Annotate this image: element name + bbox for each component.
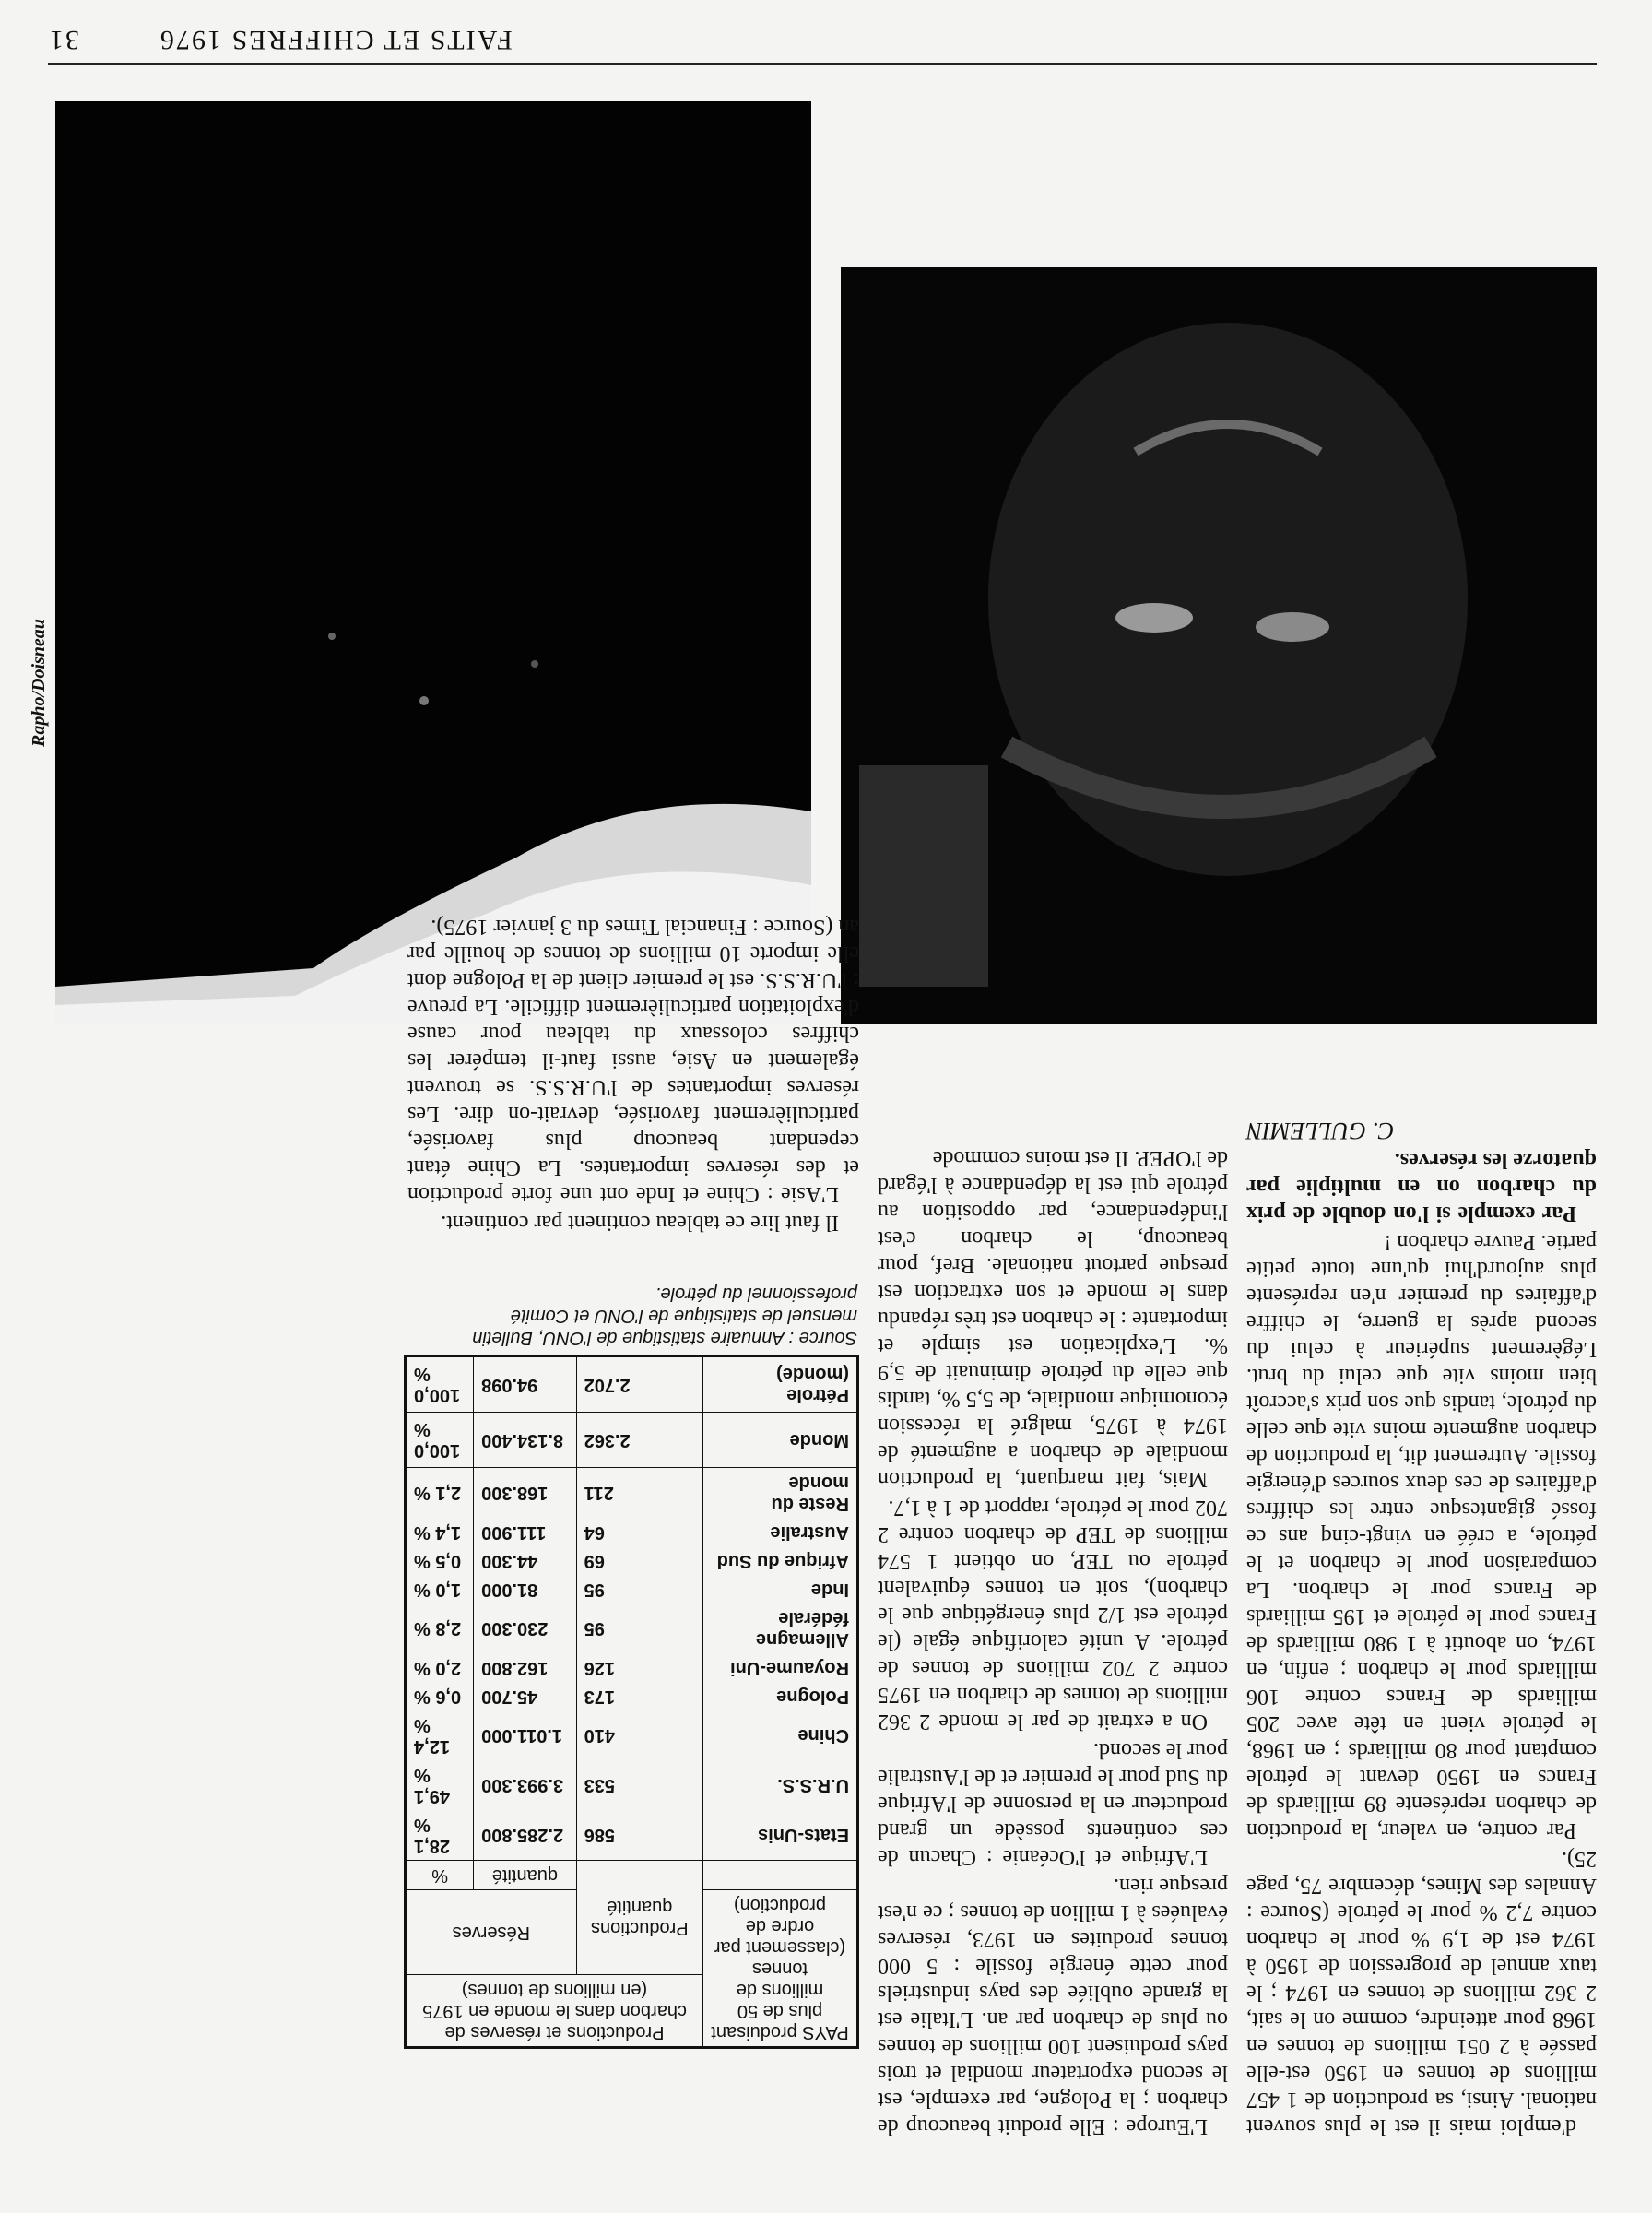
photo-coal-heap <box>55 101 811 1024</box>
col-header-productions: Productions quantité <box>576 1861 702 1975</box>
table-row: Chine 410 1.011.000 12,4 % <box>407 1710 857 1760</box>
table-row: Australie 64 111.900 1,4 % <box>407 1518 857 1546</box>
photo-credit-right: Rapho/Doisneau <box>29 619 49 747</box>
table-row: Royaume-Uni 126 162.800 2,0 % <box>407 1653 857 1682</box>
header-rule <box>48 63 1597 65</box>
col2-paragraph: L'Europe : Elle produit beaucoup de charbon ; la Pologne, par exemple, est le second exportateur mondial et trois pays produisent 100 millions de tonnes ou plus de charbon par an. L'Italie est la grande oubliée des pays industriels pour cette énergie fossile : 5 000 tonnes produites en 1973, réserves évaluées à 1 million de tonnes ; ce n'est presque rien. <box>878 1874 1228 2138</box>
text-column-1 <box>407 911 859 1236</box>
text-column-3 <box>1246 1118 1597 2139</box>
col2-paragraph: On a extrait de par le monde 2 362 millions de tonnes de charbon en 1975 contre 2 702 millions de tonnes de pétrole. A unité calorifique égale (le pétrole est 1/2 plus énergétique que le charbon), soit en tonnes équivalent pétrole ou TEP, on obtient 1 574 millions de TEP de charbon contre 2 702 pour le pétrole, rapport de 1 à 1,7. <box>878 1496 1228 1734</box>
photo-miner-image <box>841 267 1597 1024</box>
table-row: Pologne 173 45.700 0,6 % <box>407 1682 857 1710</box>
col-header-pays: PAYS produisant plus de 50 millions de tonnes (classement par ordre de production) <box>703 1890 857 2047</box>
col-header-reserves: Réserves <box>407 1890 577 1975</box>
col1-paragraph: Il faut lire ce tableau continent par continent. <box>441 1211 839 1235</box>
table-row: Afrique du Sud 69 44.300 0,5 % <box>407 1546 857 1575</box>
col-header-quantite: quantité <box>474 1861 576 1890</box>
photo-miner <box>841 267 1597 1024</box>
photo-coal-heap-image <box>55 101 811 1024</box>
text-column-2 <box>878 1142 1228 2139</box>
table-row: Allemagne fédérale 95 230.300 2,8 % <box>407 1604 857 1653</box>
table-row-monde: Monde 2.362 8.134.400 100,0 % <box>407 1413 857 1468</box>
author-signature: C. GULLEMIN <box>1246 1118 1395 1144</box>
col1-paragraph: L'Asie : Chine et Inde ont une forte production et des réserves importantes. La Chine étant cependant beaucoup plus favorisée, particulièrement favorisée, devrait-on dire. Les réserves importantes de l'U.R.S.S. se trouvent également en Asie, aussi faut-il tempérer les chiffres colossaux du tableau pour cause d'exploitation particulièrement difficile. La preuve : l'U.R.S.S. est le premier client de la Pologne dont elle importe 10 millions de tonnes de houille par an (Source : Financial Times du 3 janvier 1975). <box>407 915 859 1206</box>
table-row: Inde 95 81.000 1,0 % <box>407 1575 857 1604</box>
table-row-petrole: Pétrole (monde) 2.702 94.098 100,0 % <box>407 1357 857 1413</box>
table-row: U.R.S.S. 533 3.993.300 49,1 % <box>407 1760 857 1810</box>
running-title: FAITS ET CHIFFRES 1976 <box>159 25 513 55</box>
page-number: 31 <box>48 25 79 55</box>
coal-table <box>404 1284 859 2049</box>
col-header-pct: % <box>407 1861 474 1890</box>
col2-paragraph: Mais, fait marquant, la production mondiale de charbon a augmenté de 1974 à 1975, malgré la récession économique mondiale, de 5,5 %, tandis que celle du pétrole diminuait de 5,9 %. L'explication est simple et importante : le charbon est très répandu dans le monde et son extraction est presque partout nationale. Bref, pour beaucoup, le charbon c'est l'indépendance, par opposition au pétrole qui est la dépendance à l'égard de l'OPEP. Il est moins commode <box>878 1146 1228 1491</box>
table-title: Productions et réserves de charbon dans le monde en 1975 (en millions de tonnes) <box>407 1975 703 2047</box>
col3-paragraph: Par contre, en valeur, la production de charbon représente 89 milliards de Francs en 1950 devant le pétrole comptant pour 80 milliards ; en 1968, le pétrole vient en tête avec 205 milliards de Francs contre 106 milliards pour le charbon ; enfin, en 1974, on aboutit à 1 980 milliards de Francs pour le pétrole et 195 milliards de Francs pour le charbon. La comparaison pour le charbon et le pétrole, a créé en vingt-cinq ans ce fossé gigantesque entre les chiffres d'affaires de ces deux sources d'énergie fossile. Autrement dit, la production de charbon augmente moins vite que celle du pétrole, tandis que son prix s'accroît bien moins vite que celui du brut. Légèrement supérieur à celui du second après la guerre, le chiffre d'affaires du premier n'en représente plus aujourd'hui qu'une toute petite partie. Pauvre charbon ! <box>1246 1230 1597 1842</box>
col3-paragraph: d'emploi mais il est le plus souvent national. Ainsi, sa production de 1 457 millions de tonnes en 1950 est-elle passée à 2 051 millions de tonnes en 1968 pour atteindre, comme on le sait, 2 362 millions de tonnes en 1974 ; le taux annuel de progression de 1950 à 1974 est de 1,9 % pour le charbon contre 7,2 % pour le pétrole (Source : Annales des Mines, décembre 75, page 25). <box>1246 1847 1597 2138</box>
page-header <box>48 18 1597 55</box>
table-source: Source : Annuaire statistique de l'ONU, Bulletin mensuel de statistique de l'ONU et Comité professionnel du pétrole. <box>472 1284 857 1348</box>
table-row: Reste du monde 211 168.300 2,1 % <box>407 1468 857 1519</box>
col3-callout: Par exemple si l'on double de prix du charbon on en multiplie par quatorze les réserves. <box>1246 1148 1597 1225</box>
col2-paragraph: L'Afrique et l'Océanie : Chacun de ces continents possède un grand producteur en la personne de l'Afrique du Sud pour le premier et de l'Australie pour le second. <box>878 1738 1228 1869</box>
table-row: Etats-Unis 586 2.285.800 28,1 % <box>407 1810 857 1861</box>
